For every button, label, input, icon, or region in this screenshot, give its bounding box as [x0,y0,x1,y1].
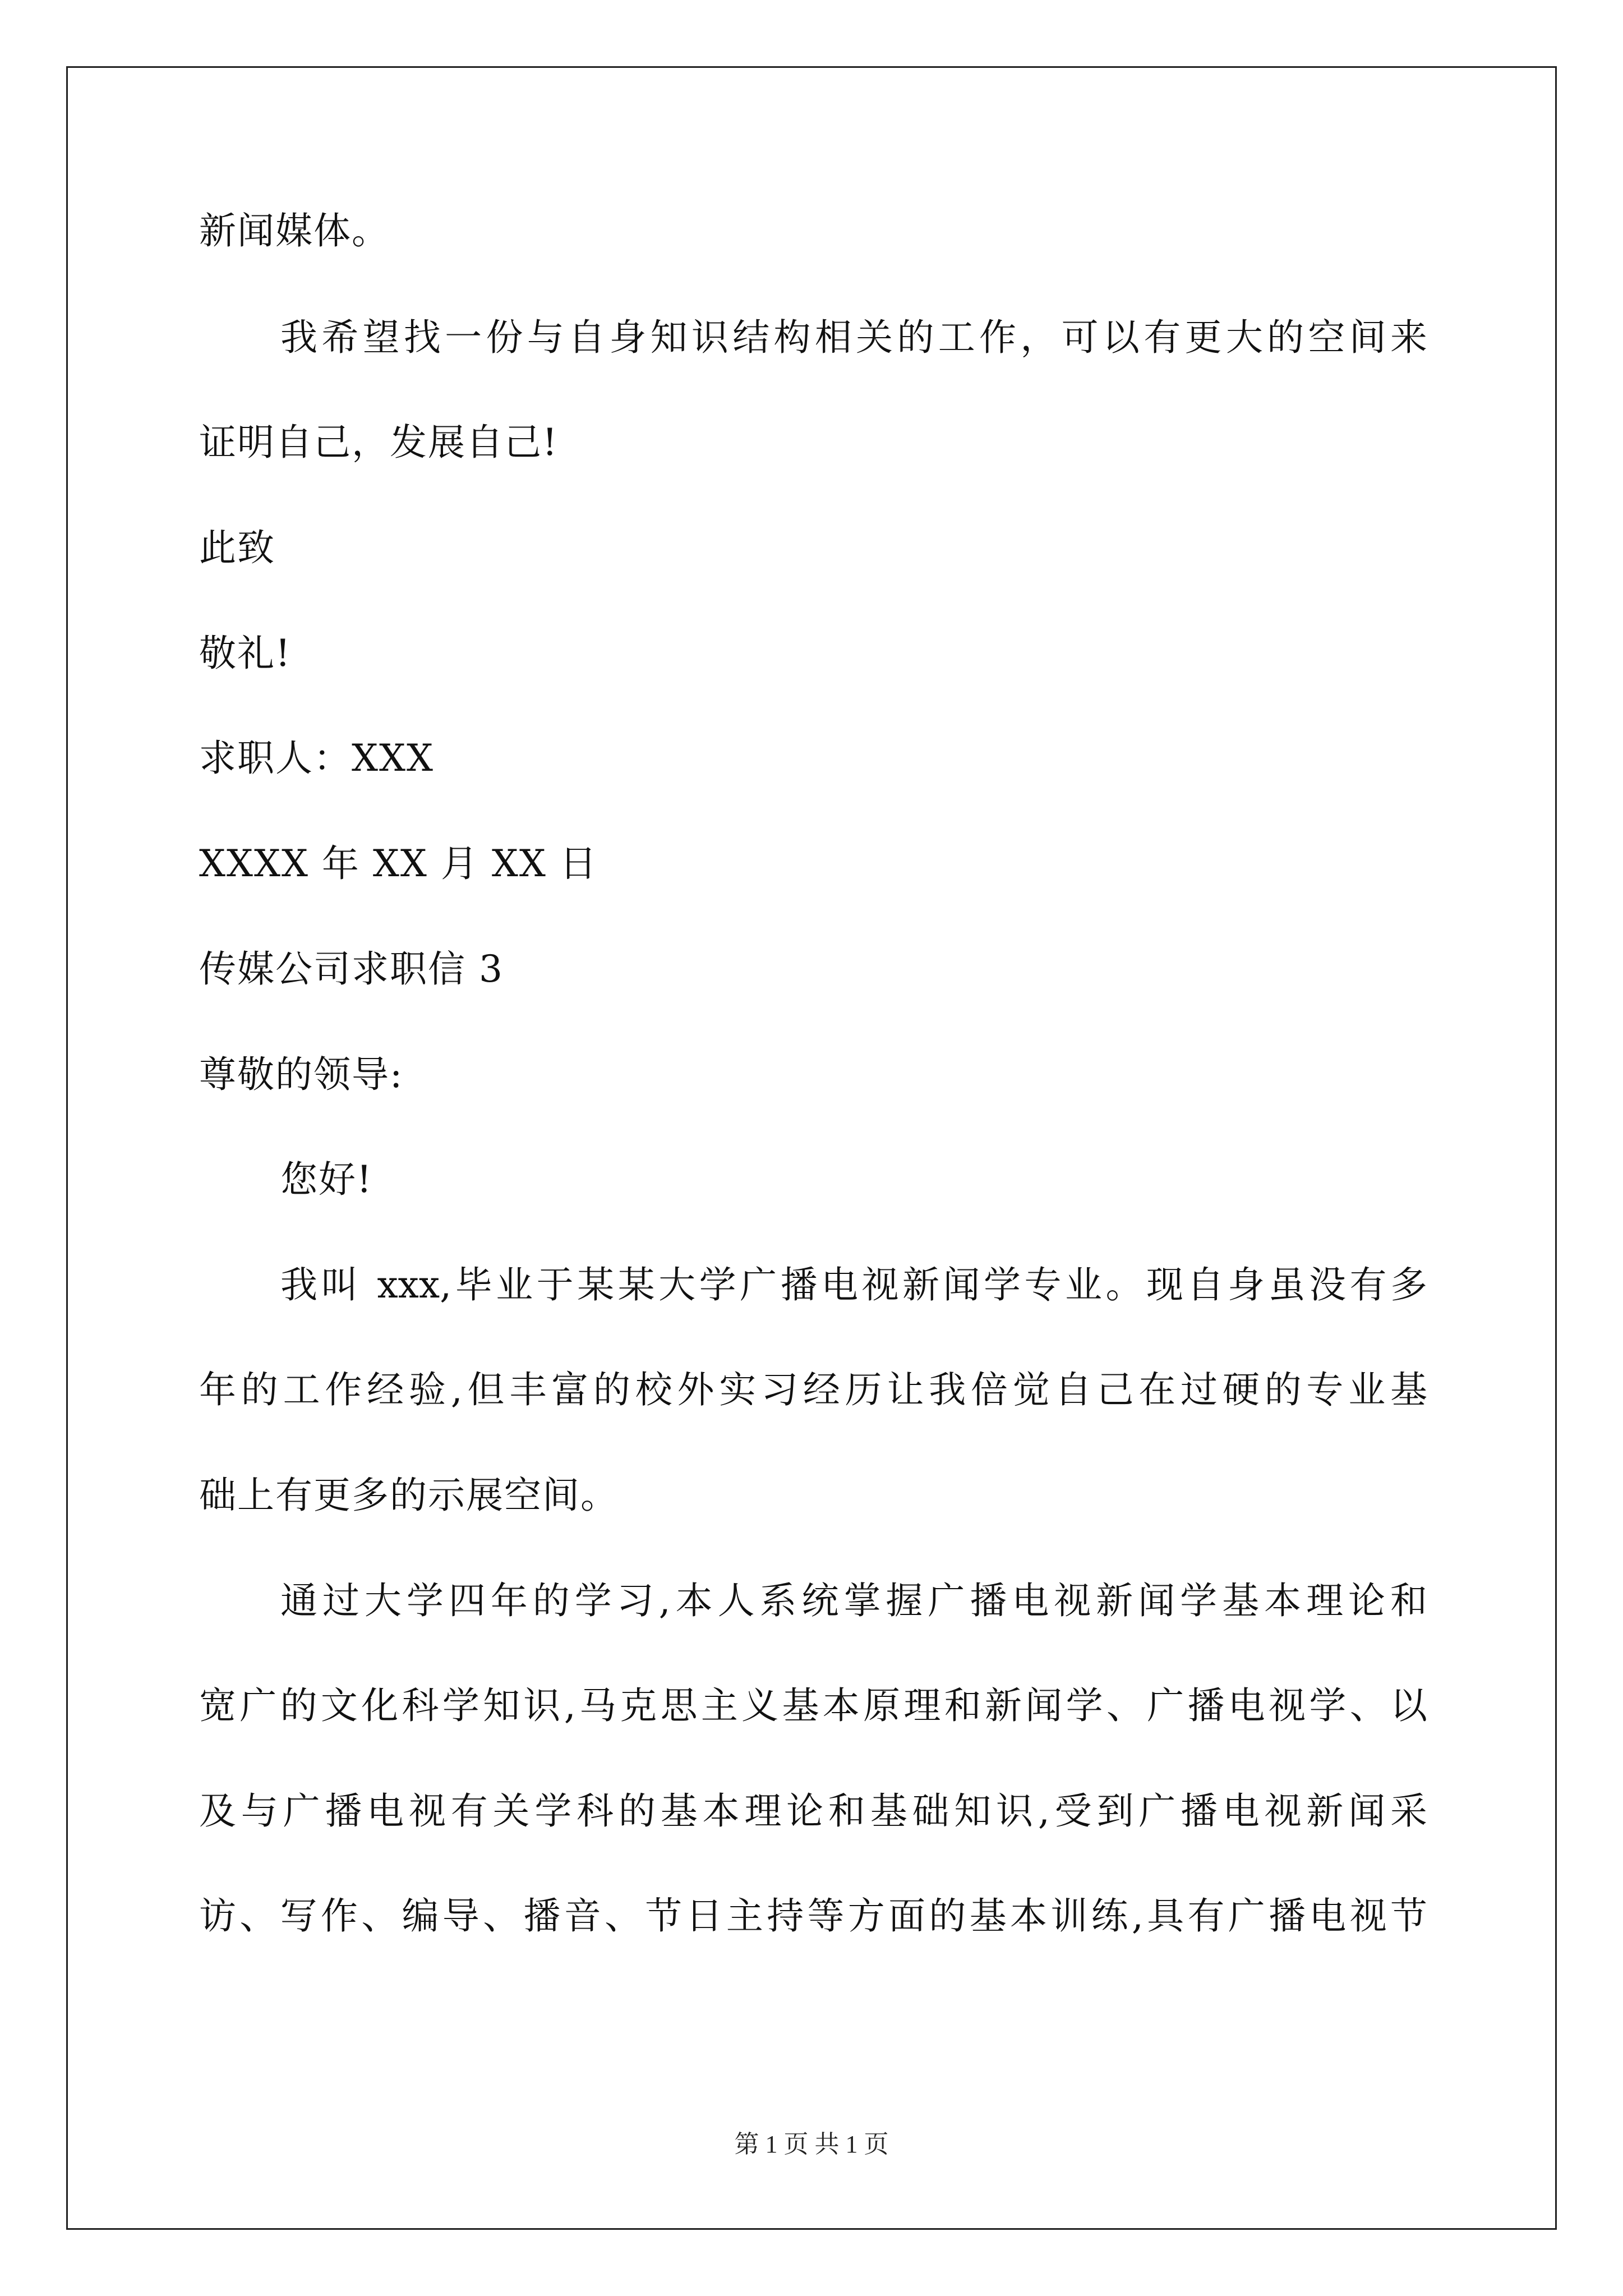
text-line-8: 传媒公司求职信 3 [199,947,504,991]
text-line-2: 我希望找一份与自身知识结构相关的工作，可以有更大的空间来 [280,316,1427,359]
text-line-5: 敬礼! [199,632,292,675]
text-line-3: 证明自己，发展自己! [199,421,559,464]
text-line-11: 我叫 xxx,毕业于某某大学广播电视新闻学专业。现自身虽没有多 [280,1263,1427,1306]
text-line-1: 新闻媒体。 [199,209,390,252]
text-line-9: 尊敬的领导: [199,1053,404,1096]
text-line-12: 年的工作经验,但丰富的校外实习经历让我倍觉自己在过硬的专业基 [199,1368,1427,1411]
text-line-4: 此致 [199,526,275,569]
page-footer: 第 1 页 共 1 页 [734,2131,889,2158]
text-line-17: 访、写作、编导、播音、节日主持等方面的基本训练,具有广播电视节 [199,1894,1427,1938]
text-line-6: 求职人：XXX [199,737,434,780]
text-line-13: 础上有更多的示展空间。 [199,1474,619,1517]
text-line-15: 宽广的文化科学知识,马克思主义基本原理和新闻学、广播电视学、以 [199,1684,1427,1727]
text-line-14: 通过大学四年的学习,本人系统掌握广播电视新闻学基本理论和 [280,1579,1427,1622]
text-line-7: XXXX 年 XX 月 XX 日 [199,842,598,885]
text-line-16: 及与广播电视有关学科的基本理论和基础知识,受到广播电视新闻采 [199,1789,1427,1833]
text-line-10: 您好! [280,1158,373,1201]
